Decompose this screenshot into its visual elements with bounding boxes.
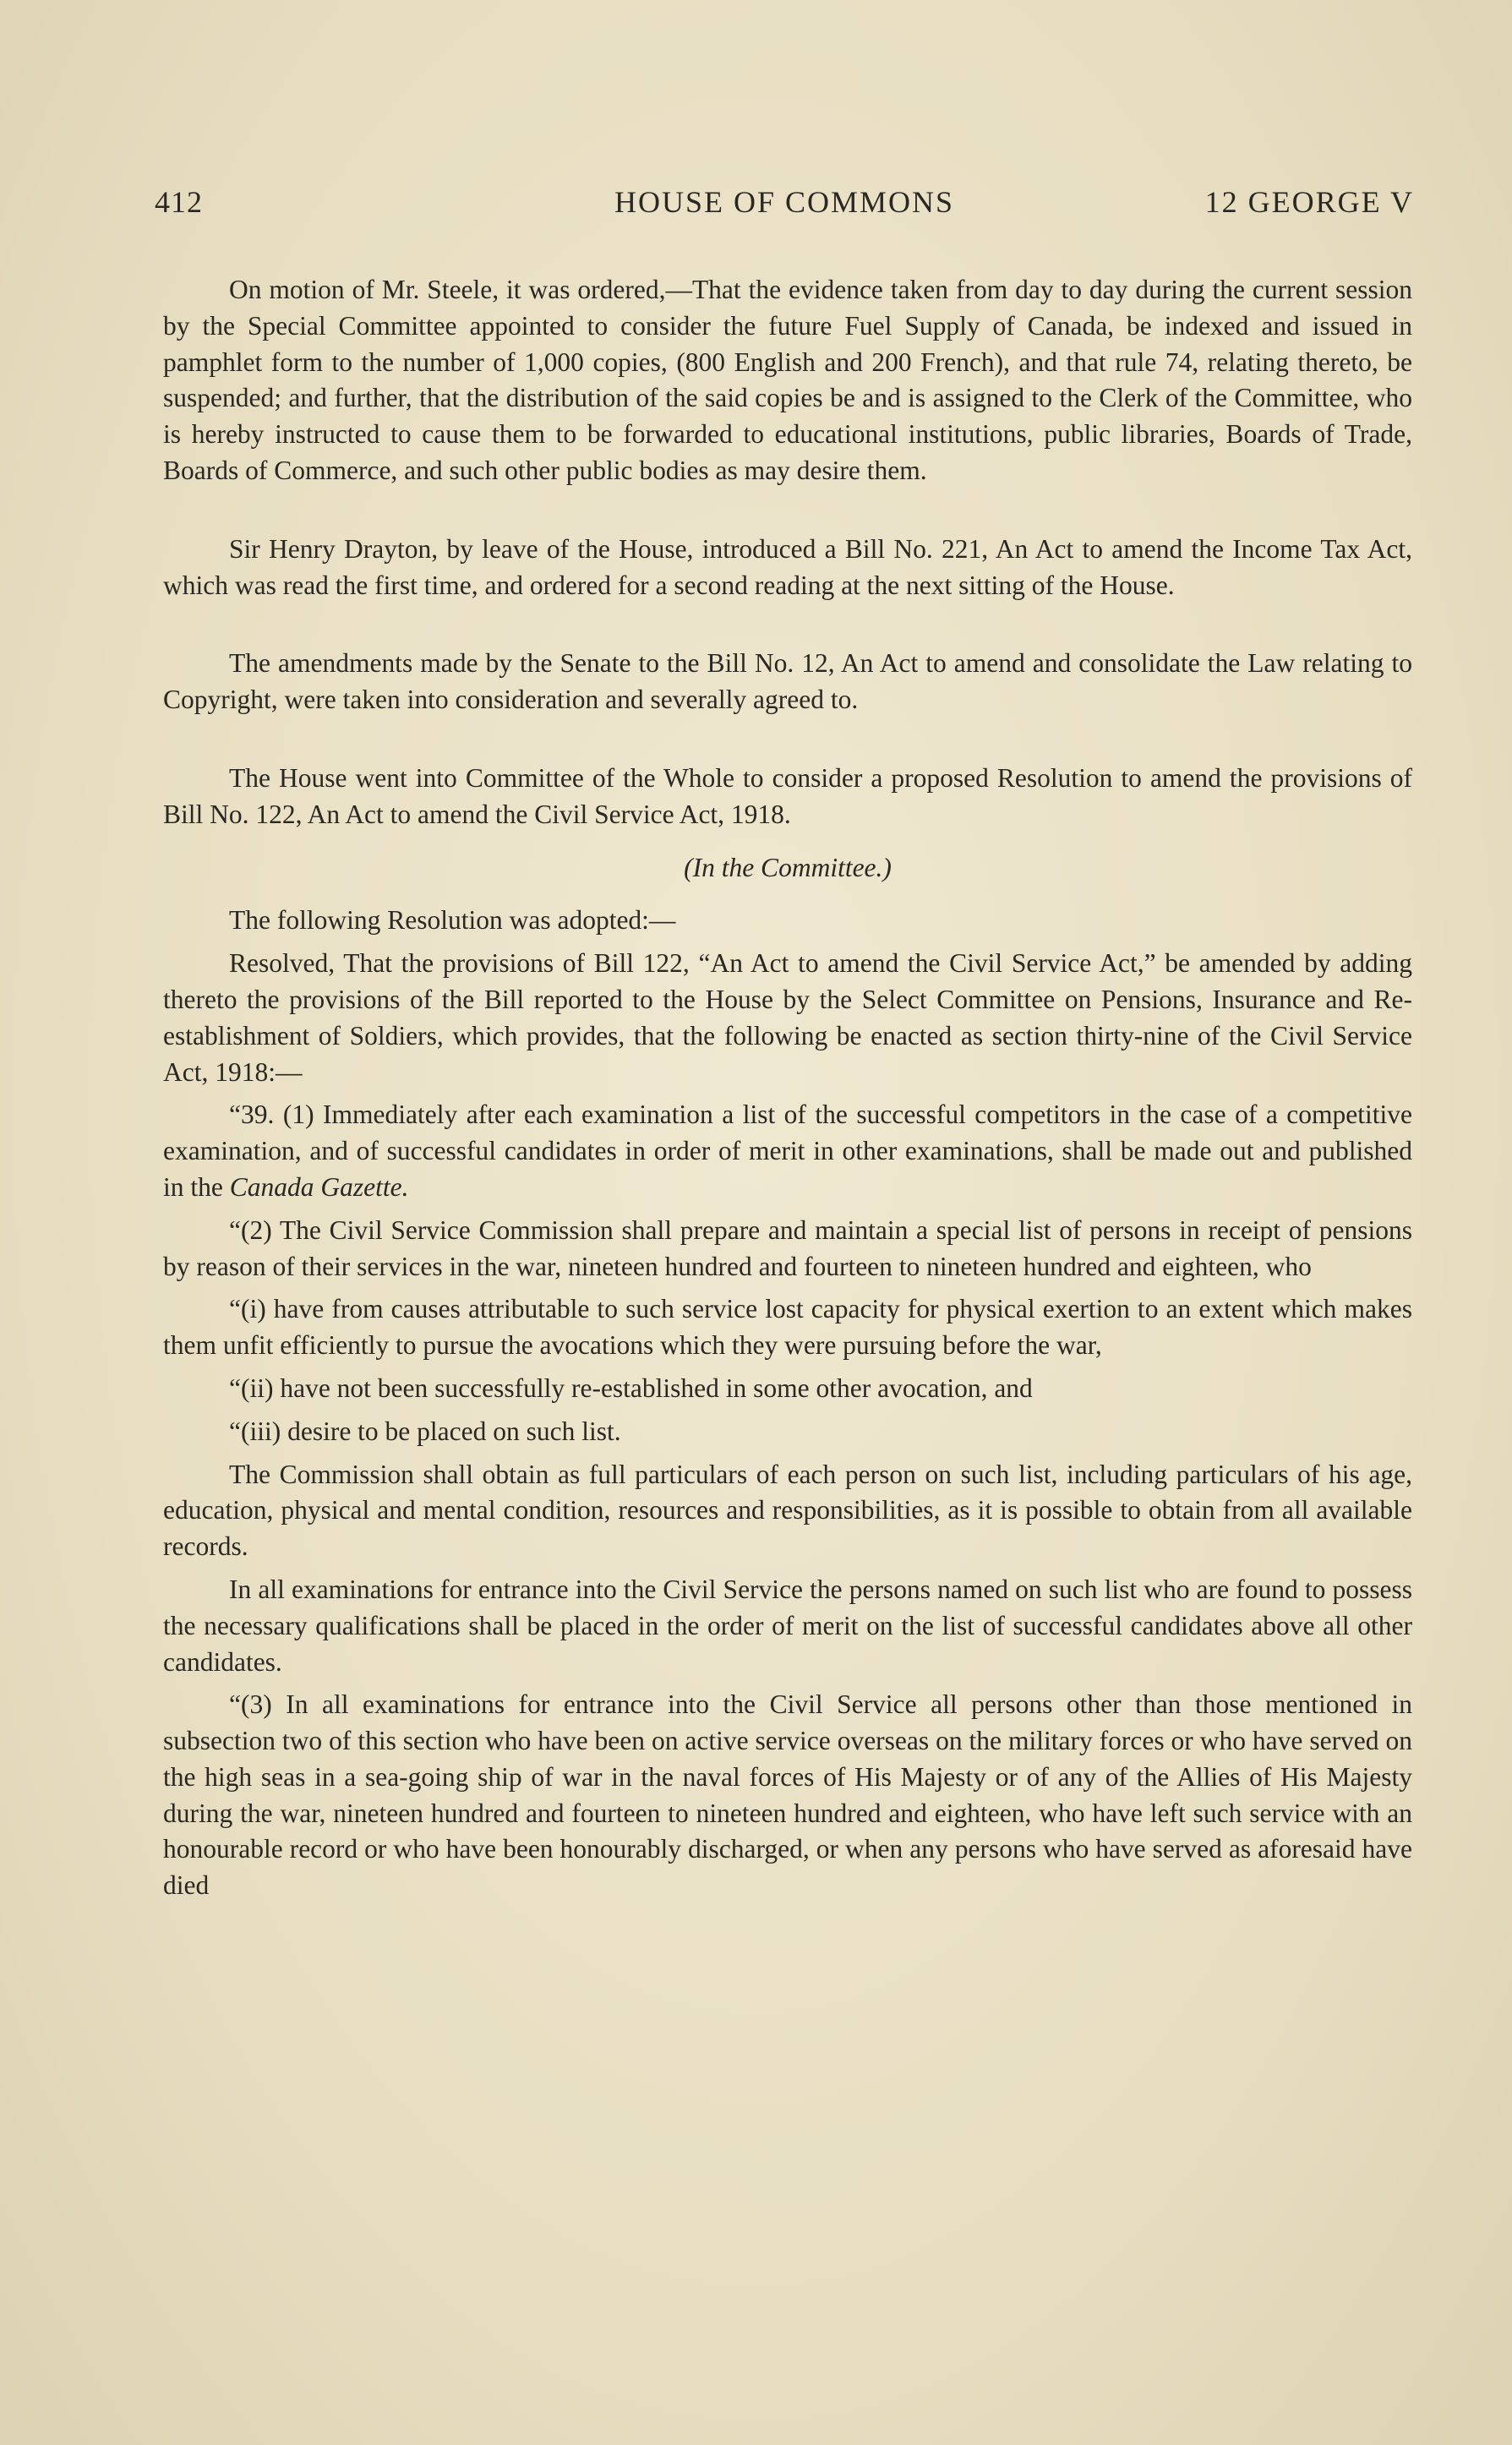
running-title: HOUSE OF COMMONS [614,185,955,219]
paragraph-clause-i: “(i) have from causes attributable to such service lost capacity for physical exertion to an extent which makes them unfit efficiently to pursue the avocations which they were pursuing before the war, [163,1294,1412,1361]
paragraph-commission-particulars: The Commission shall obtain as full particulars of each person on such list, including particulars of his age, education, physical and mental condition, resources and responsibilities, as it is possible to obtain from all available records. [163,1459,1412,1562]
paragraph-section-39-1 [163,1097,1412,1205]
paragraph-resolved: Resolved, That the provisions of Bill 122, “An Act to amend the Civil Service Act,” be amended by adding thereto the provisions of the Bill reported to the House by the Select Committee on Pensions, Insurance and Re-establishment of Soldiers, which provides, that the following be enacted as section thirty-nine of the Civil Service Act, 1918:— [163,948,1412,1087]
section-39-1-text: “39. (1) Immediately after each examination a list of the successful competitors in the case of a competitive examination, and of successful candidates in order of merit in other examinations, shall be made out and published in the [163,1100,1412,1202]
in-committee-heading: (In the Committee.) [684,852,892,882]
paragraph-section-39-3: “(3) In all examinations for entrance into the Civil Service all persons other than those mentioned in subsection two of this section who have been on active service overseas on the military forces or who have served on the high seas in a sea-going ship of war in the naval forces of His Majesty or of any of the Allies of His Majesty during the war, nineteen hundred and fourteen to nineteen hundred and eighteen, who have left such service with an honourable record or who have been honourably discharged, or when any persons who have served as aforesaid have died [163,1689,1412,1901]
paragraph-fuel-supply: On motion of Mr. Steele, it was ordered,—That the evidence taken from day to day during the current session by the Special Committee appointed to consider the future Fuel Supply of Canada, be indexed and issued in pamphlet form to the number of 1,000 copies, (800 English and 200 French), and that rule 74, relating thereto, be suspended; and further, that the distribution of the said copies be and is assigned to the Clerk of the Committee, who is hereby instructed to cause them to be forwarded to educational institutions, public libraries, Boards of Trade, Boards of Commerce, and such other public bodies as may desire them. [163,275,1412,485]
paragraph-clause-ii: “(ii) have not been successfully re-established in some other avocation, and [229,1373,1033,1403]
paragraph-entrance-examinations: In all examinations for entrance into the Civil Service the persons named on such list who are found to possess the necessary qualifications shall be placed in the order of merit on the list of successful candidates above all other candidates. [163,1574,1412,1677]
paragraph-section-39-2: “(2) The Civil Service Commission shall prepare and maintain a special list of persons in receipt of pensions by reason of their services in the war, nineteen hundred and fourteen to nineteen hundred and eighteen, who [163,1214,1412,1281]
canada-gazette: Canada Gazette. [229,1171,409,1202]
page-number: 412 [155,185,203,219]
paragraph-copyright-amendments: The amendments made by the Senate to the Bill No. 12, An Act to amend and consolidate the Law relating to Copyright, were taken into consideration and severally agreed to. [163,648,1412,715]
paragraph-clause-iii: “(iii) desire to be placed on such list. [229,1416,621,1446]
regnal-year: 12 GEORGE V [1204,185,1414,219]
paragraph-income-tax-bill: Sir Henry Drayton, by leave of the House, introduced a Bill No. 221, An Act to amend the Income Tax Act, which was read the first time, and ordered for a second reading at the next sitting of the House. [163,533,1412,600]
page-header [155,184,1414,226]
paragraph-resolution-adopted: The following Resolution was adopted:— [229,905,676,936]
paragraph-committee-of-whole: The House went into Committee of the Whole to consider a proposed Resolution to amend the provisions of Bill No. 122, An Act to amend the Civil Service Act, 1918. [163,762,1412,829]
page-body [163,272,1412,1904]
